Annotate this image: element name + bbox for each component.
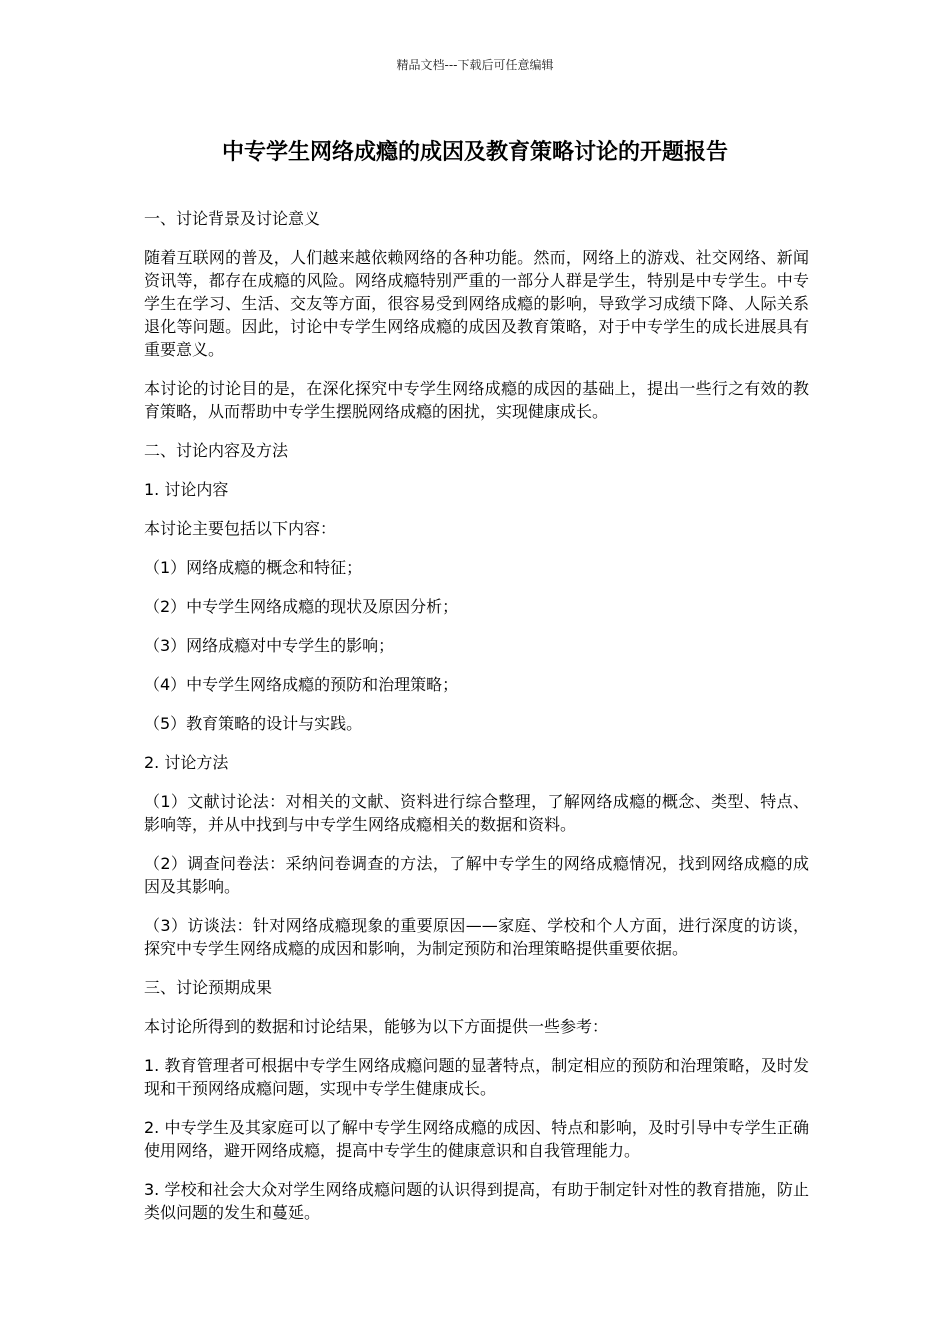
list-item-content-5: （5）教育策略的设计与实践。 (144, 714, 363, 733)
section-heading-content-method: 二、讨论内容及方法 (144, 441, 289, 460)
list-item-outcome-2: 2. 中专学生及其家庭可以了解中专学生网络成瘾的成因、特点和影响，及时引导中专学生正确使用网络，避开网络成瘾，提高中专学生的健康意识和自我管理能力。 (144, 1118, 809, 1160)
paragraph-purpose: 本讨论的讨论目的是，在深化探究中专学生网络成瘾的成因的基础上，提出一些行之有效的教育策略，从而帮助中专学生摆脱网络成瘾的困扰，实现健康成长。 (144, 379, 809, 421)
page-header: 精品文档---下载后可任意编辑 (396, 58, 554, 72)
list-item-content-3: （3）网络成瘾对中专学生的影响； (144, 636, 395, 655)
paragraph-outcomes-intro: 本讨论所得到的数据和讨论结果，能够为以下方面提供一些参考： (144, 1017, 609, 1036)
subheading-content: 1. 讨论内容 (144, 480, 229, 499)
paragraph-background: 随着互联网的普及，人们越来越依赖网络的各种功能。然而，网络上的游戏、社交网络、新闻资讯等，都存在成瘾的风险。网络成瘾特别严重的一部分人群是学生，特别是中专学生。中专学生在学习、生活、交友等方面，很容易受到网络成瘾的影响，导致学习成绩下降、人际关系退化等问题。因此，讨论中专学生网络成瘾的成因及教育策略，对于中专学生的成长进展具有重要意义。 (144, 248, 809, 359)
list-item-outcome-3: 3. 学校和社会大众对学生网络成瘾问题的认识得到提高，有助于制定针对性的教育措施，防止类似问题的发生和蔓延。 (144, 1180, 809, 1222)
list-item-method-2: （2）调查问卷法：采纳问卷调查的方法，了解中专学生的网络成瘾情况，找到网络成瘾的成因及其影响。 (144, 854, 809, 896)
subheading-method: 2. 讨论方法 (144, 753, 229, 772)
list-item-outcome-1: 1. 教育管理者可根据中专学生网络成瘾问题的显著特点，制定相应的预防和治理策略，及时发现和干预网络成瘾问题，实现中专学生健康成长。 (144, 1056, 809, 1098)
list-item-method-3: （3）访谈法：针对网络成瘾现象的重要原因——家庭、学校和个人方面，进行深度的访谈，探究中专学生网络成瘾的成因和影响，为制定预防和治理策略提供重要依据。 (144, 916, 809, 958)
list-item-content-4: （4）中专学生网络成瘾的预防和治理策略； (144, 675, 459, 694)
document-title: 中专学生网络成瘾的成因及教育策略讨论的开题报告 (221, 140, 728, 165)
list-item-content-1: （1）网络成瘾的概念和特征； (144, 558, 363, 577)
document-body (144, 207, 809, 1240)
section-heading-outcomes: 三、讨论预期成果 (144, 978, 273, 997)
list-item-content-2: （2）中专学生网络成瘾的现状及原因分析； (144, 597, 459, 616)
list-item-method-1: （1）文献讨论法：对相关的文献、资料进行综合整理，了解网络成瘾的概念、类型、特点、影响等，并从中找到与中专学生网络成瘾相关的数据和资料。 (144, 792, 809, 834)
section-heading-background: 一、讨论背景及讨论意义 (144, 209, 321, 228)
paragraph-content-intro: 本讨论主要包括以下内容： (144, 519, 337, 538)
